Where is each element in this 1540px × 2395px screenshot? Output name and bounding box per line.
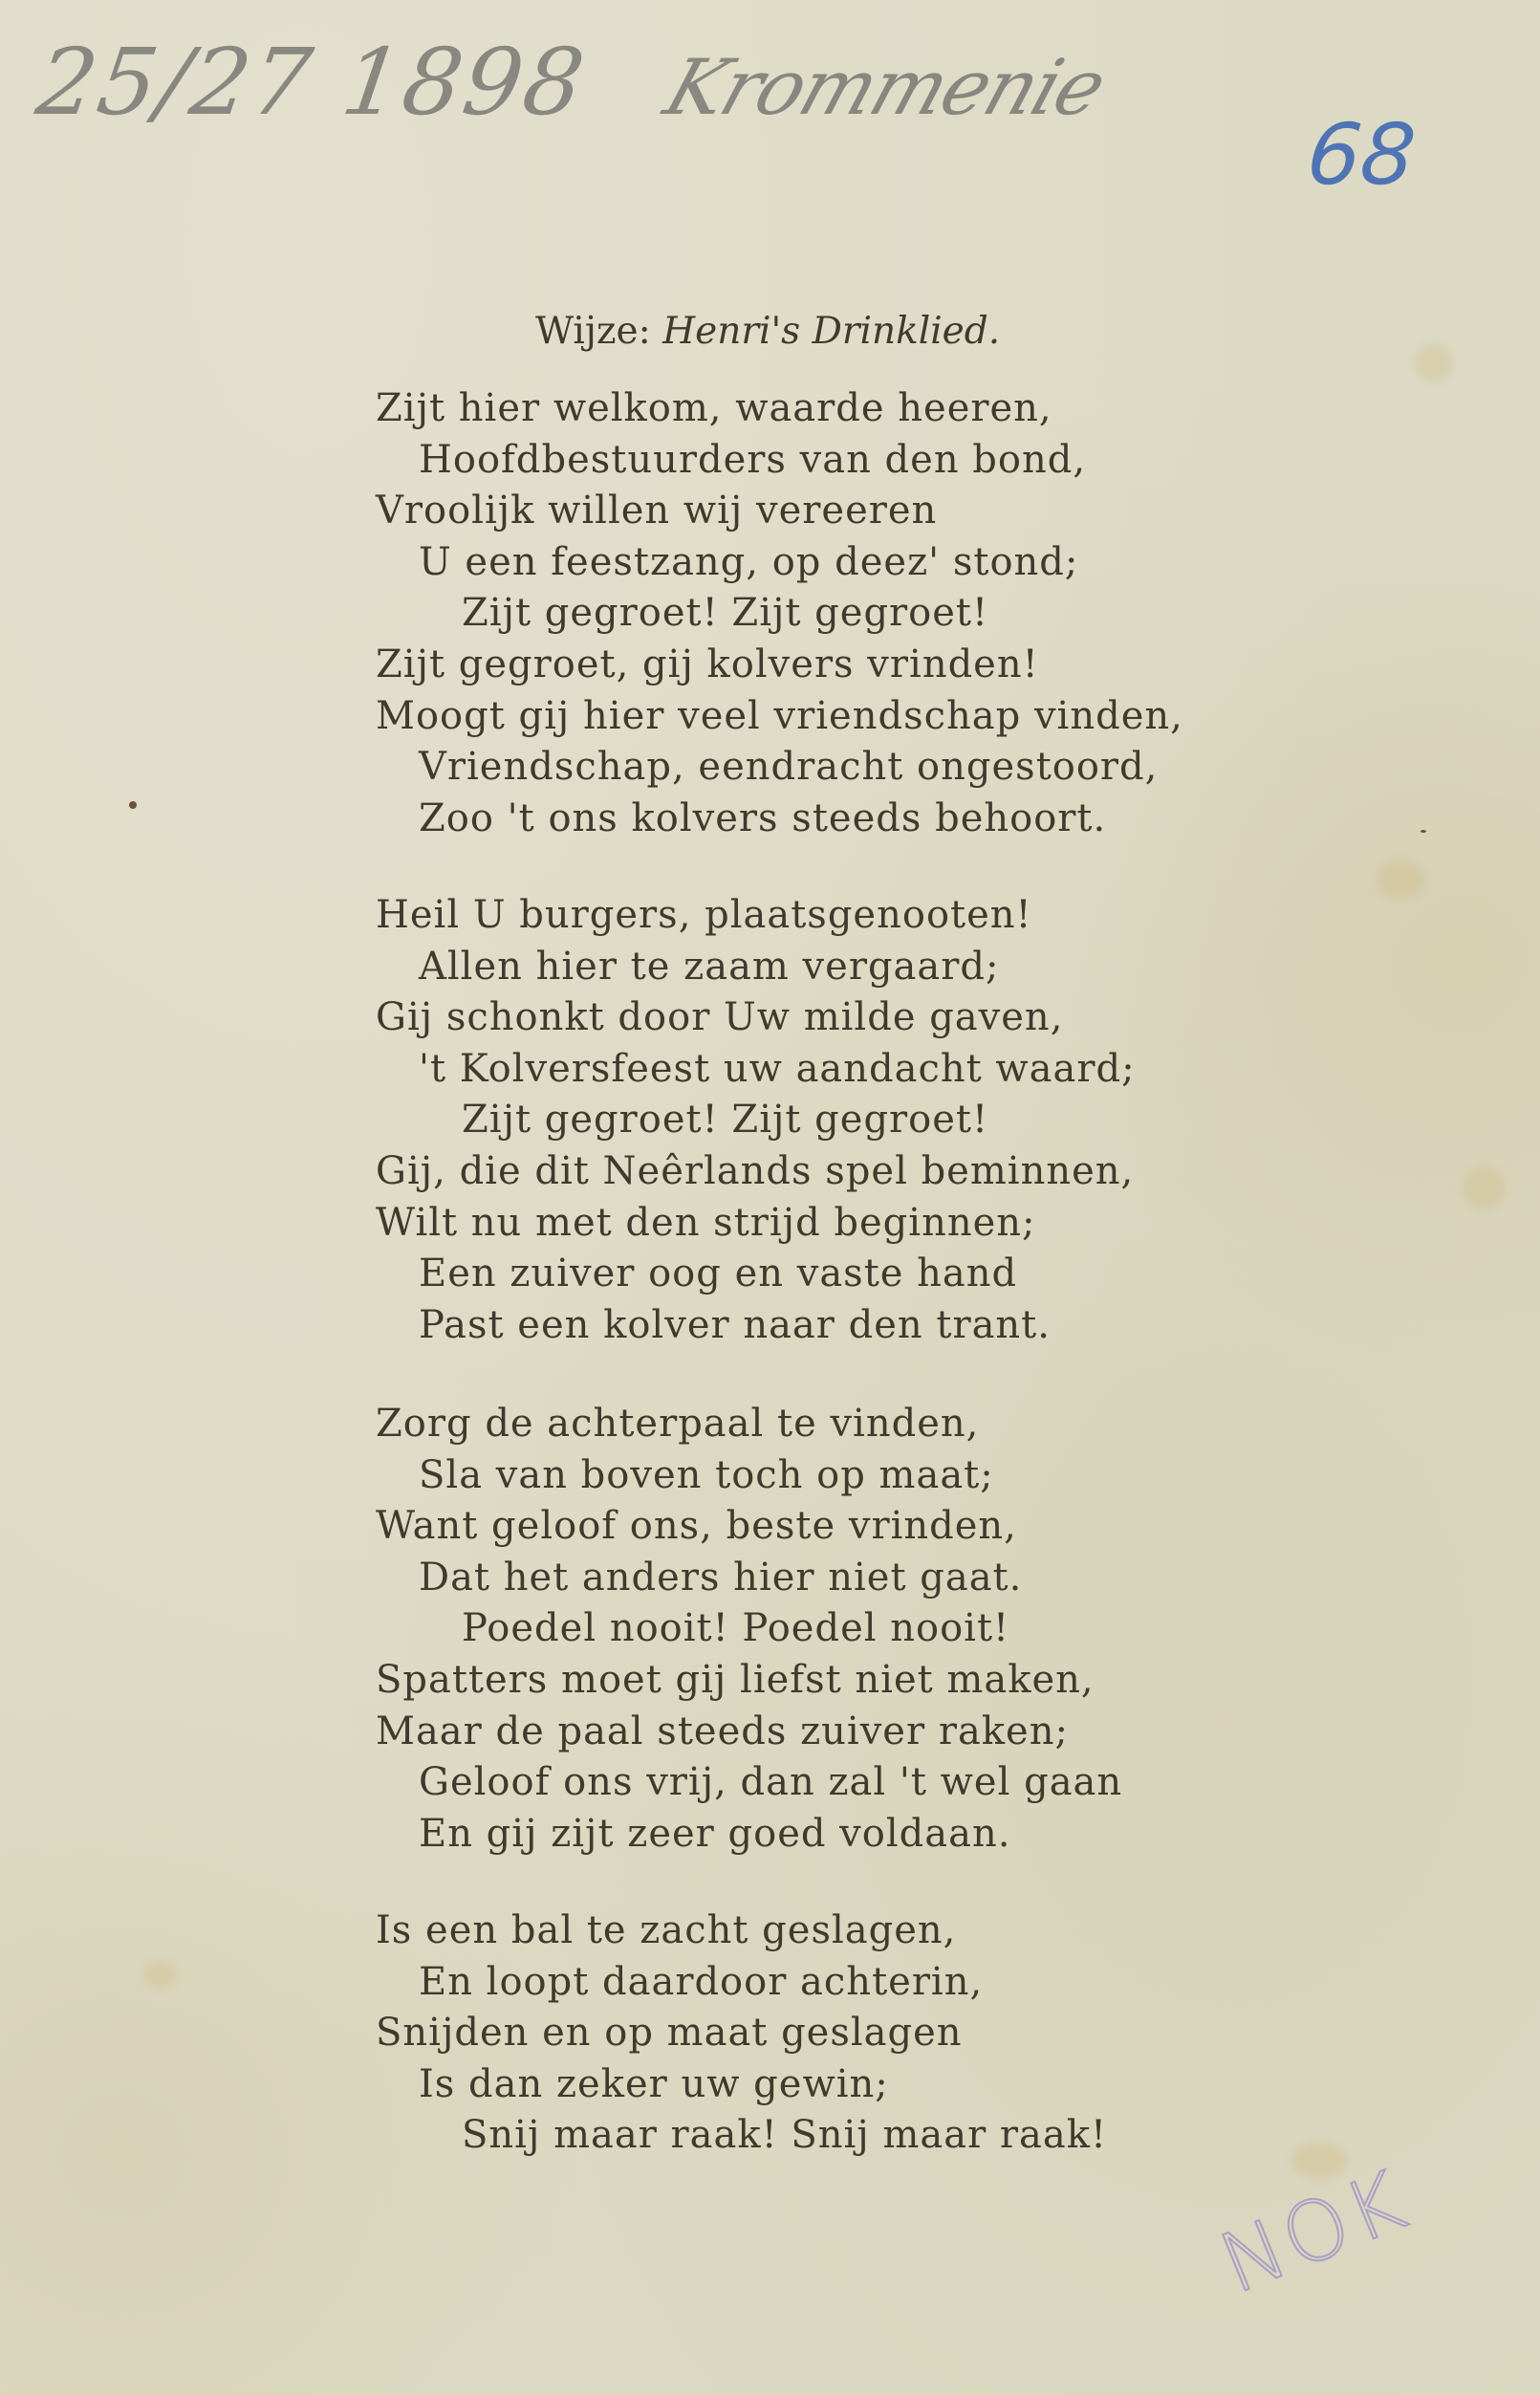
song-title [535, 308, 1000, 356]
poem-line: Zorg de achterpaal te vinden, [376, 1402, 980, 1446]
poem-line: Geloof ons vrij, dan zal 't wel gaan [419, 1760, 1123, 1805]
ink-speck [129, 801, 137, 809]
stanza-4 [376, 1905, 1107, 2162]
poem-line: Want geloof ons, beste vrinden, [376, 1504, 1017, 1549]
poem-line: Zoo 't ons kolvers steeds behoort. [419, 795, 1107, 840]
poem-line: Snijden en op maat geslagen [376, 2011, 963, 2056]
poem-line: Sla van boven toch op maat; [419, 1452, 994, 1497]
poem-line: Moogt gij hier veel vriendschap vinden, [376, 693, 1183, 738]
paper-stain [1377, 860, 1424, 899]
poem-line: Heil U burgers, plaatsgenooten! [376, 893, 1032, 937]
poem-line: Allen hier te zaam vergaard; [419, 944, 1000, 989]
poem-line: Past een kolver naar den trant. [419, 1302, 1051, 1347]
poem-line: Zijt gegroet! Zijt gegroet! [462, 1098, 989, 1143]
poem-line: Zijt gegroet! Zijt gegroet! [462, 591, 989, 636]
handwritten-place: Krommenie [654, 43, 1116, 132]
stanza-1 [376, 383, 1183, 844]
poem-line: Maar de paal steeds zuiver raken; [376, 1709, 1069, 1753]
poem-line: Is dan zeker uw gewin; [419, 2061, 889, 2106]
poem-line: Gij schonkt door Uw milde gaven, [376, 995, 1064, 1040]
poem-line: Een zuiver oog en vaste hand [419, 1252, 1018, 1296]
poem-line: Dat het anders hier niet gaat. [419, 1555, 1023, 1600]
poem-line: U een feestzang, op deez' stond; [419, 539, 1079, 584]
poem-line: En gij zijt zeer goed voldaan. [419, 1811, 1011, 1856]
handwritten-date: 25/27 1898 [31, 29, 593, 136]
poem-line: Gij, die dit Neêrlands spel beminnen, [376, 1148, 1135, 1193]
stanza-2 [376, 890, 1136, 1351]
poem-line: Snij maar raak! Snij maar raak! [462, 2113, 1108, 2158]
poem-line: Vriendschap, eendracht ongestoord, [419, 745, 1159, 790]
poem-line: Hoofdbestuurders van den bond, [419, 437, 1087, 482]
poem-line: En loopt daardoor achterin, [419, 1959, 984, 2004]
stanza-3 [376, 1399, 1122, 1860]
tune-name: Henri's Drinklied. [662, 310, 1001, 353]
paper-stain [1415, 344, 1453, 382]
paper-stain [143, 1960, 177, 1989]
poem-line: Spatters moet gij liefst niet maken, [376, 1657, 1095, 1702]
archive-stamp: NOK [1207, 2152, 1421, 2313]
title-prefix: Wijze: [535, 310, 651, 353]
paper-stain [1463, 1166, 1506, 1209]
poem-line: Is een bal te zacht geslagen, [376, 1908, 957, 1952]
poem-line: Wilt nu met den strijd beginnen; [376, 1200, 1036, 1245]
poem-line: Zijt gegroet, gij kolvers vrinden! [376, 642, 1039, 686]
poem-line: Zijt hier welkom, waarde heeren, [376, 386, 1052, 430]
poem-line: Poedel nooit! Poedel nooit! [462, 1606, 1010, 1651]
poem-line: 't Kolversfeest uw aandacht waard; [419, 1046, 1136, 1091]
poem-line: Vroolijk willen wij vereeren [376, 489, 938, 533]
ink-speck [1421, 830, 1426, 833]
page-number: 68 [1302, 105, 1421, 204]
